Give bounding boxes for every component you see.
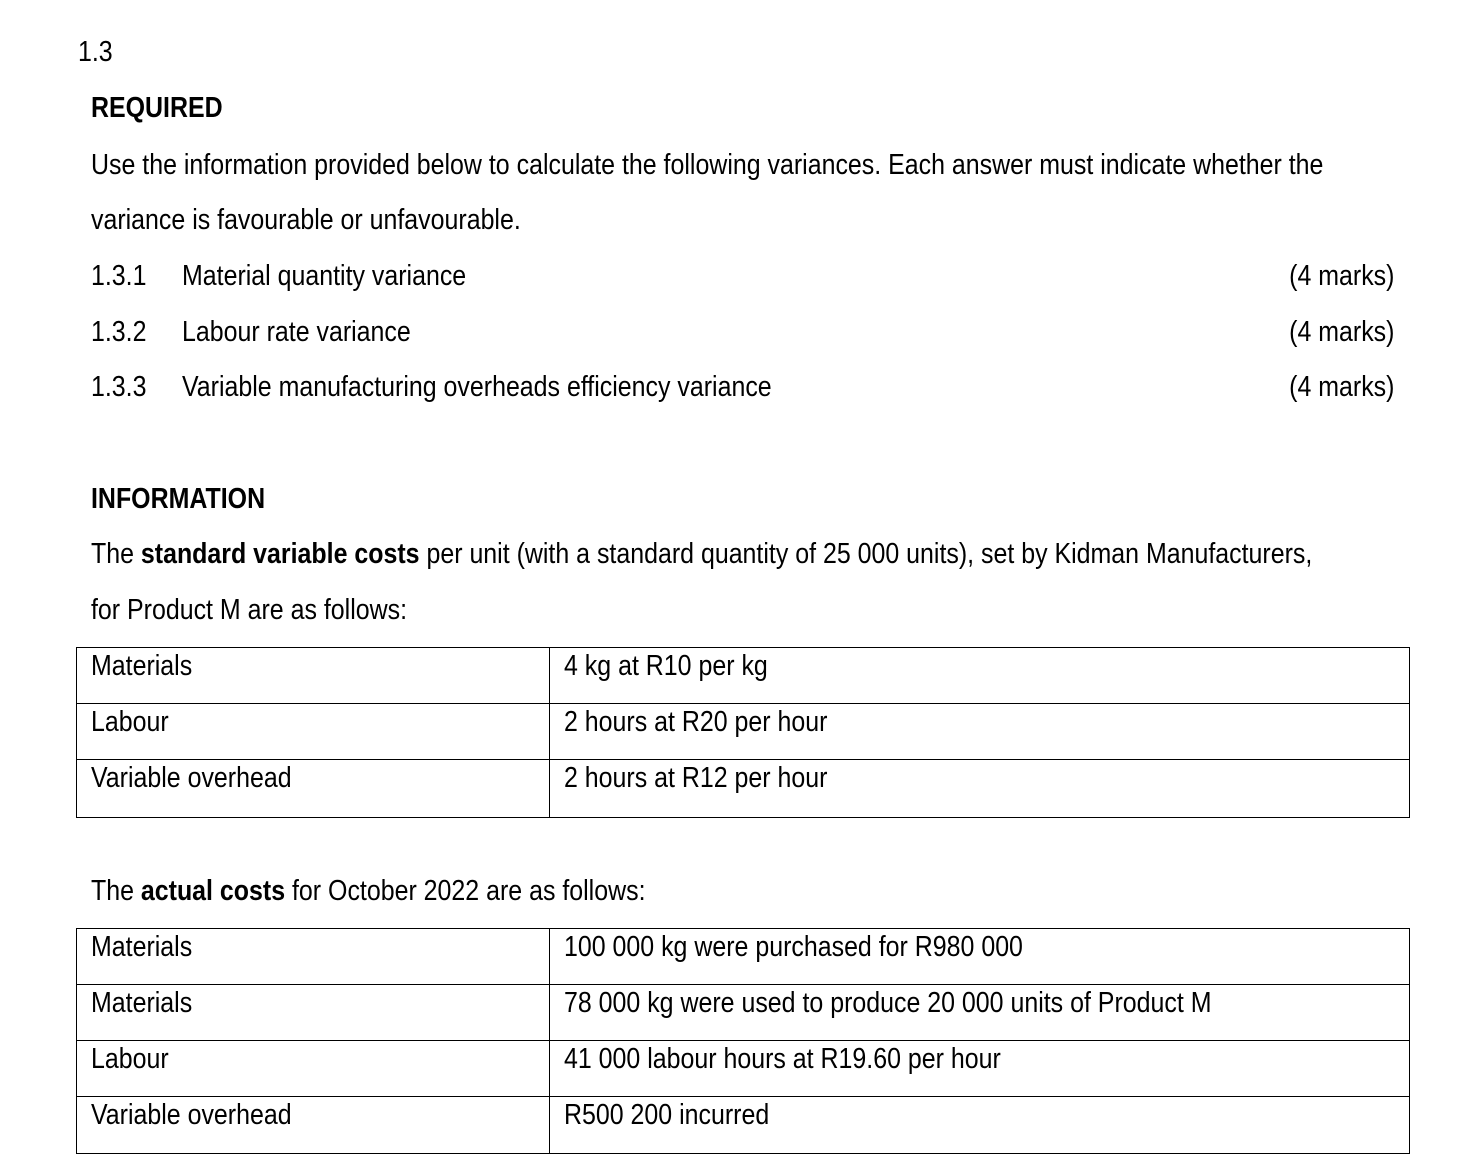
subquestion-text: Material quantity variance — [182, 260, 467, 292]
required-instruction-line-1: Use the information provided below to calculate the following variances. Each answer must indicate whether the — [91, 149, 1324, 181]
subquestion-marks: (4 marks) — [1288, 260, 1394, 292]
intro-text: for October 2022 are as follows: — [285, 875, 646, 907]
information-heading: INFORMATION — [91, 483, 266, 515]
intro-text: The — [91, 538, 141, 570]
subquestion-marks: (4 marks) — [1288, 371, 1394, 403]
table-cell-detail: 41 000 labour hours at R19.60 per hour — [550, 1041, 1410, 1097]
table-cell-detail: 4 kg at R10 per kg — [550, 648, 1410, 704]
intro-text: per unit (with a standard quantity of 25 000 units), set by Kidman Manufacturers, — [419, 538, 1313, 570]
table-cell-detail: 2 hours at R20 per hour — [550, 704, 1410, 760]
subquestion-text: Variable manufacturing overheads efficiency variance — [182, 371, 772, 403]
subquestion-number: 1.3.3 — [91, 371, 147, 403]
table-row — [77, 1041, 1410, 1097]
table-row — [77, 704, 1410, 760]
intro-bold-text: standard variable costs — [140, 538, 420, 570]
question-number: 1.3 — [78, 36, 113, 68]
table-cell-item: Variable overhead — [77, 1097, 550, 1154]
table-row — [77, 929, 1410, 985]
table-row — [77, 648, 1410, 704]
standard-costs-table — [76, 647, 1410, 818]
standard-costs-intro-line-2: for Product M are as follows: — [91, 594, 408, 626]
standard-costs-intro-line-1 — [91, 536, 1458, 572]
table-cell-item: Materials — [77, 648, 550, 704]
table-row — [77, 1097, 1410, 1154]
table-cell-detail: R500 200 incurred — [550, 1097, 1410, 1154]
table-cell-item: Materials — [77, 985, 550, 1041]
subquestion-number: 1.3.1 — [91, 260, 147, 292]
table-cell-detail: 78 000 kg were used to produce 20 000 units of Product M — [550, 985, 1410, 1041]
actual-costs-intro — [91, 873, 736, 909]
table-cell-detail: 100 000 kg were purchased for R980 000 — [550, 929, 1410, 985]
subquestion-number: 1.3.2 — [91, 316, 147, 348]
table-cell-item: Labour — [77, 1041, 550, 1097]
intro-text: The — [91, 875, 141, 907]
table-row — [77, 985, 1410, 1041]
required-instruction-line-2: variance is favourable or unfavourable. — [91, 204, 521, 236]
actual-costs-table — [76, 928, 1410, 1154]
table-cell-item: Labour — [77, 704, 550, 760]
subquestion-text: Labour rate variance — [182, 316, 411, 348]
table-row — [77, 760, 1410, 818]
required-heading: REQUIRED — [91, 92, 223, 124]
table-cell-detail: 2 hours at R12 per hour — [550, 760, 1410, 818]
table-cell-item: Materials — [77, 929, 550, 985]
table-cell-item: Variable overhead — [77, 760, 550, 818]
subquestion-marks: (4 marks) — [1288, 316, 1394, 348]
intro-bold-text: actual costs — [140, 875, 286, 907]
